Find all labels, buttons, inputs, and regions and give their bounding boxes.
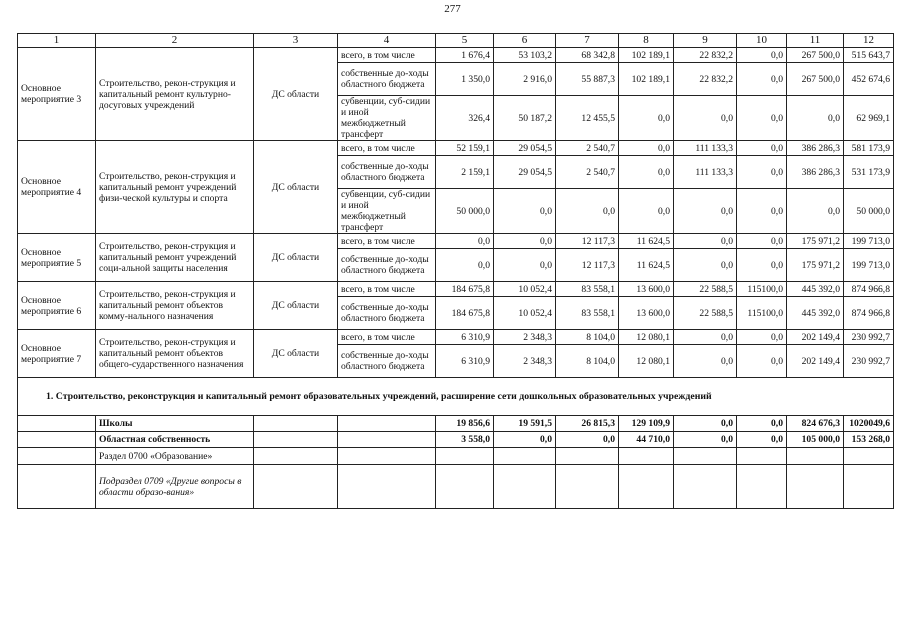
value-cell: 0,0 — [737, 234, 787, 249]
regional-row — [18, 432, 894, 448]
funding-source: всего, в том числе — [338, 234, 436, 249]
value-cell: 230 992,7 — [844, 345, 894, 378]
value-cell: 111 133,3 — [674, 156, 737, 189]
value-cell: 0,0 — [494, 249, 556, 282]
col-header: 9 — [674, 34, 737, 48]
value-cell: 2 540,7 — [556, 156, 619, 189]
value-cell: 153 268,0 — [844, 432, 894, 448]
funding-source: всего, в том числе — [338, 330, 436, 345]
measure-name: Основное мероприятие 6 — [18, 282, 96, 330]
measure-description: Строительство, рекон-струкция и капитальный ремонт объектов комму-нального назначения — [96, 282, 254, 330]
row-label: Школы — [96, 416, 254, 432]
funding-source: всего, в том числе — [338, 141, 436, 156]
value-cell: 175 971,2 — [787, 249, 844, 282]
table-row — [18, 234, 894, 249]
value-cell: 26 815,3 — [556, 416, 619, 432]
value-cell: 22 832,2 — [674, 63, 737, 96]
value-cell: 10 052,4 — [494, 282, 556, 297]
value-cell: 0,0 — [556, 432, 619, 448]
funding-source: собственные до-ходы областного бюджета — [338, 249, 436, 282]
measure-name: Основное мероприятие 4 — [18, 141, 96, 234]
value-cell: 12 080,1 — [619, 345, 674, 378]
value-cell: 0,0 — [619, 189, 674, 234]
value-cell: 50 000,0 — [436, 189, 494, 234]
col-header: 2 — [96, 34, 254, 48]
value-cell: 0,0 — [436, 249, 494, 282]
empty-cell — [619, 448, 674, 465]
value-cell: 0,0 — [674, 189, 737, 234]
empty-cell — [787, 465, 844, 509]
value-cell: 44 710,0 — [619, 432, 674, 448]
value-cell: 0,0 — [674, 416, 737, 432]
value-cell: 0,0 — [737, 432, 787, 448]
value-cell: 111 133,3 — [674, 141, 737, 156]
value-cell: 202 149,4 — [787, 330, 844, 345]
empty-cell — [674, 465, 737, 509]
value-cell: 12 080,1 — [619, 330, 674, 345]
value-cell: 199 713,0 — [844, 249, 894, 282]
value-cell: 0,0 — [737, 63, 787, 96]
measure-executor: ДС области — [254, 330, 338, 378]
funding-source: собственные до-ходы областного бюджета — [338, 345, 436, 378]
table-row — [18, 330, 894, 345]
value-cell: 0,0 — [619, 156, 674, 189]
empty-cell — [494, 465, 556, 509]
value-cell: 874 966,8 — [844, 297, 894, 330]
value-cell: 0,0 — [674, 234, 737, 249]
empty-cell — [338, 416, 436, 432]
measure-executor: ДС области — [254, 282, 338, 330]
value-cell: 874 966,8 — [844, 282, 894, 297]
measure-name: Основное мероприятие 3 — [18, 48, 96, 141]
schools-row — [18, 416, 894, 432]
value-cell: 2 916,0 — [494, 63, 556, 96]
value-cell: 53 103,2 — [494, 48, 556, 63]
empty-cell — [338, 465, 436, 509]
value-cell: 202 149,4 — [787, 345, 844, 378]
value-cell: 2 540,7 — [556, 141, 619, 156]
empty-cell — [556, 448, 619, 465]
value-cell: 0,0 — [556, 189, 619, 234]
empty-cell — [556, 465, 619, 509]
empty-cell — [18, 432, 96, 448]
value-cell: 1 676,4 — [436, 48, 494, 63]
empty-cell — [674, 448, 737, 465]
value-cell: 175 971,2 — [787, 234, 844, 249]
value-cell: 0,0 — [619, 96, 674, 141]
value-cell: 13 600,0 — [619, 297, 674, 330]
measure-description: Строительство, рекон-струкция и капитальный ремонт учреждений соци-альной защиты населения — [96, 234, 254, 282]
empty-cell — [254, 416, 338, 432]
value-cell: 11 624,5 — [619, 249, 674, 282]
col-header: 5 — [436, 34, 494, 48]
empty-cell — [436, 448, 494, 465]
value-cell: 3 558,0 — [436, 432, 494, 448]
value-cell: 267 500,0 — [787, 48, 844, 63]
value-cell: 0,0 — [787, 189, 844, 234]
col-header: 11 — [787, 34, 844, 48]
podrazdel-label: Подраздел 0709 «Другие вопросы в области образо-вания» — [96, 465, 254, 509]
value-cell: 0,0 — [737, 249, 787, 282]
funding-source: субвенции, суб-сидии и иной межбюджетный трансферт — [338, 189, 436, 234]
value-cell: 267 500,0 — [787, 63, 844, 96]
value-cell: 531 173,9 — [844, 156, 894, 189]
value-cell: 50 000,0 — [844, 189, 894, 234]
row-label: Областная собственность — [96, 432, 254, 448]
value-cell: 0,0 — [494, 234, 556, 249]
value-cell: 2 348,3 — [494, 330, 556, 345]
value-cell: 184 675,8 — [436, 282, 494, 297]
value-cell: 105 000,0 — [787, 432, 844, 448]
value-cell: 199 713,0 — [844, 234, 894, 249]
value-cell: 12 455,5 — [556, 96, 619, 141]
section-row — [18, 378, 894, 416]
col-header: 3 — [254, 34, 338, 48]
col-header: 7 — [556, 34, 619, 48]
value-cell: 8 104,0 — [556, 345, 619, 378]
value-cell: 11 624,5 — [619, 234, 674, 249]
value-cell: 0,0 — [737, 156, 787, 189]
value-cell: 10 052,4 — [494, 297, 556, 330]
empty-cell — [254, 465, 338, 509]
page-number: 277 — [444, 3, 461, 15]
value-cell: 0,0 — [436, 234, 494, 249]
razdel-row — [18, 448, 894, 465]
value-cell: 0,0 — [737, 141, 787, 156]
empty-cell — [787, 448, 844, 465]
value-cell: 29 054,5 — [494, 141, 556, 156]
value-cell: 102 189,1 — [619, 63, 674, 96]
value-cell: 19 591,5 — [494, 416, 556, 432]
value-cell: 0,0 — [787, 96, 844, 141]
value-cell: 445 392,0 — [787, 297, 844, 330]
empty-cell — [18, 448, 96, 465]
value-cell: 326,4 — [436, 96, 494, 141]
empty-cell — [619, 465, 674, 509]
funding-source: собственные до-ходы областного бюджета — [338, 156, 436, 189]
value-cell: 452 674,6 — [844, 63, 894, 96]
col-header: 6 — [494, 34, 556, 48]
value-cell: 6 310,9 — [436, 345, 494, 378]
budget-table — [17, 33, 894, 509]
funding-source: субвенции, суб-сидии и иной межбюджетный трансферт — [338, 96, 436, 141]
funding-source: собственные до-ходы областного бюджета — [338, 63, 436, 96]
value-cell: 824 676,3 — [787, 416, 844, 432]
funding-source: собственные до-ходы областного бюджета — [338, 297, 436, 330]
empty-cell — [18, 465, 96, 509]
value-cell: 12 117,3 — [556, 249, 619, 282]
value-cell: 55 887,3 — [556, 63, 619, 96]
measure-executor: ДС области — [254, 141, 338, 234]
value-cell: 62 969,1 — [844, 96, 894, 141]
value-cell: 0,0 — [737, 345, 787, 378]
table-row — [18, 141, 894, 156]
value-cell: 115100,0 — [737, 282, 787, 297]
value-cell: 102 189,1 — [619, 48, 674, 63]
table-row — [18, 282, 894, 297]
empty-cell — [338, 432, 436, 448]
empty-cell — [737, 465, 787, 509]
funding-source: всего, в том числе — [338, 282, 436, 297]
value-cell: 0,0 — [737, 189, 787, 234]
value-cell: 0,0 — [619, 141, 674, 156]
header-row — [18, 34, 894, 48]
value-cell: 515 643,7 — [844, 48, 894, 63]
measure-description: Строительство, рекон-струкция и капитальный ремонт объектов общего-сударственного назначения — [96, 330, 254, 378]
podrazdel-row — [18, 465, 894, 509]
value-cell: 0,0 — [674, 345, 737, 378]
value-cell: 22 588,5 — [674, 282, 737, 297]
value-cell: 52 159,1 — [436, 141, 494, 156]
measure-executor: ДС области — [254, 234, 338, 282]
value-cell: 386 286,3 — [787, 156, 844, 189]
empty-cell — [737, 448, 787, 465]
col-header: 8 — [619, 34, 674, 48]
value-cell: 0,0 — [737, 96, 787, 141]
section-title: 1. Строительство, реконструкция и капитальный ремонт образовательных учреждений, расширение сети дошкольных образовательных учреждений — [18, 378, 894, 416]
value-cell: 184 675,8 — [436, 297, 494, 330]
value-cell: 50 187,2 — [494, 96, 556, 141]
value-cell: 0,0 — [674, 330, 737, 345]
value-cell: 22 832,2 — [674, 48, 737, 63]
empty-cell — [18, 416, 96, 432]
value-cell: 0,0 — [737, 416, 787, 432]
value-cell: 83 558,1 — [556, 282, 619, 297]
empty-cell — [494, 448, 556, 465]
value-cell: 12 117,3 — [556, 234, 619, 249]
value-cell: 0,0 — [494, 432, 556, 448]
table-body — [18, 34, 894, 509]
value-cell: 230 992,7 — [844, 330, 894, 345]
empty-cell — [254, 432, 338, 448]
measure-executor: ДС области — [254, 48, 338, 141]
value-cell: 445 392,0 — [787, 282, 844, 297]
value-cell: 2 348,3 — [494, 345, 556, 378]
measure-name: Основное мероприятие 5 — [18, 234, 96, 282]
col-header: 1 — [18, 34, 96, 48]
empty-cell — [254, 448, 338, 465]
value-cell: 29 054,5 — [494, 156, 556, 189]
empty-cell — [844, 465, 894, 509]
value-cell: 0,0 — [494, 189, 556, 234]
razdel-label: Раздел 0700 «Образование» — [96, 448, 254, 465]
value-cell: 581 173,9 — [844, 141, 894, 156]
value-cell: 83 558,1 — [556, 297, 619, 330]
funding-source: всего, в том числе — [338, 48, 436, 63]
value-cell: 0,0 — [737, 48, 787, 63]
empty-cell — [436, 465, 494, 509]
value-cell: 19 856,6 — [436, 416, 494, 432]
value-cell: 22 588,5 — [674, 297, 737, 330]
measure-description: Строительство, рекон-струкция и капитальный ремонт учреждений физи-ческой культуры и спорта — [96, 141, 254, 234]
value-cell: 2 159,1 — [436, 156, 494, 189]
measure-description: Строительство, рекон-струкция и капитальный ремонт культурно-досуговых учреждений — [96, 48, 254, 141]
value-cell: 0,0 — [674, 432, 737, 448]
measure-name: Основное мероприятие 7 — [18, 330, 96, 378]
value-cell: 1020049,6 — [844, 416, 894, 432]
col-header: 12 — [844, 34, 894, 48]
value-cell: 1 350,0 — [436, 63, 494, 96]
value-cell: 6 310,9 — [436, 330, 494, 345]
value-cell: 386 286,3 — [787, 141, 844, 156]
empty-cell — [844, 448, 894, 465]
value-cell: 0,0 — [737, 330, 787, 345]
col-header: 10 — [737, 34, 787, 48]
value-cell: 13 600,0 — [619, 282, 674, 297]
value-cell: 115100,0 — [737, 297, 787, 330]
col-header: 4 — [338, 34, 436, 48]
value-cell: 68 342,8 — [556, 48, 619, 63]
value-cell: 129 109,9 — [619, 416, 674, 432]
value-cell: 0,0 — [674, 249, 737, 282]
value-cell: 0,0 — [674, 96, 737, 141]
value-cell: 8 104,0 — [556, 330, 619, 345]
table-row — [18, 48, 894, 63]
empty-cell — [338, 448, 436, 465]
